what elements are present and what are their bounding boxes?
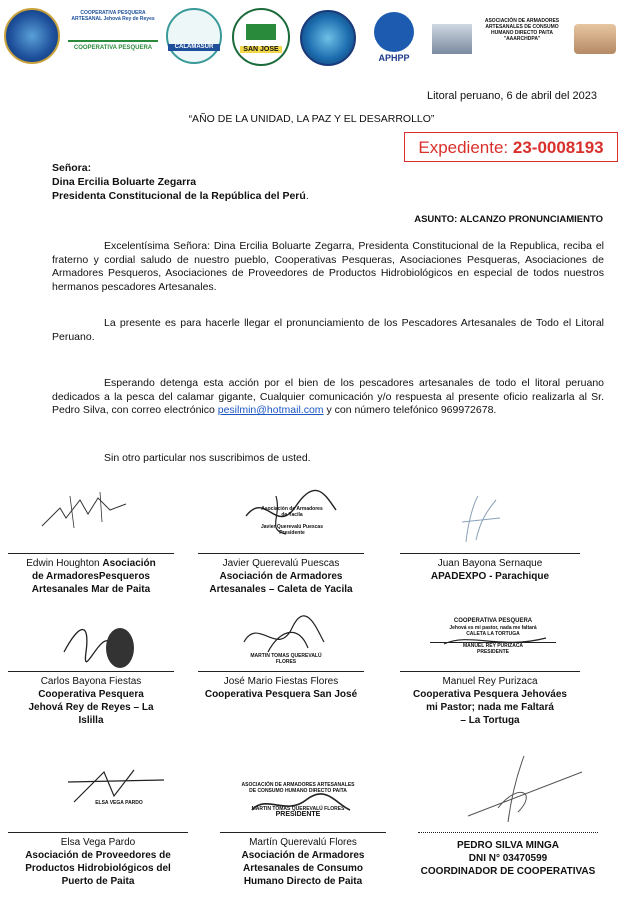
paragraph-1: Excelentísima Señora: Dina Ercilia Boluarte Zegarra, Presidenta Constitucional de la Republica, reciba el fraterno y cordial saludo de nuestro pueblo, Cooperativas Pesqueras, Asociaciones Pesqueras, Asociaciones de Armadores Pesqueros, Asociaciones de Proveedores de Productos Hidrobiológicos en especial de todos nuestros hermanos pescadores Artesanales. [52,240,604,293]
signatory-9: PEDRO SILVA MINGA DNI N° 03470599 COORDINADOR DE COOPERATIVAS [418,832,598,878]
signatory-8: Martín Querevalú Flores Asociación de Armadores Artesanales de Consumo Humano Directo de Paita [220,832,386,888]
signature-4 [60,612,140,672]
signatory-1: Edwin Houghton Asociación de ArmadoresPesqueros Artesanales Mar de Paita [8,553,174,596]
signature-9 [458,752,588,828]
stamp-5: MARTIN TOMAS QUEREVALÚ FLORES [250,653,322,665]
logo-bar [0,6,623,70]
stamp-8: ASOCIACIÓN DE ARMADORES ARTESANALES DE CONSUMO HUMANO DIRECTO PAITA MARTIN TOMAS QUEREVALÚ FLORES PRESIDENTE [241,782,355,818]
expediente-number: 23-0008193 [512,138,604,157]
closing-line: Sin otro particular nos suscribimos de usted. [104,452,311,464]
subject-line: ASUNTO: ALCANZO PRONUNCIAMIENTO [414,214,603,225]
signatory-4: Carlos Bayona Fiestas Cooperativa Pesquera Jehová Rey de Reyes – La Islilla [8,671,174,727]
logo-cooperativa-1: COOPERATIVA PESQUERA ARTESANAL Jehová Rey de Reyes [71,10,155,22]
addressee: Señora: Dina Ercilia Boluarte Zegarra Presidenta Constitucional de la República del Perú. [52,162,309,202]
signatory-5: José Mario Fiestas Flores Cooperativa Pesquera San José [198,671,364,701]
logo-apphpp: APHPP [366,12,422,68]
logo-globe [300,10,356,66]
signature-6 [440,628,550,652]
logo-1 [4,8,60,64]
paragraph-3: Esperando detenga esta acción por el bien de los pescadores artesanales de todo el litoral peruano dedicados a la pesca del calamar gigante, Cualquier comunicación y/o respuesta al presente oficio realizarla al Sr. Pedro Silva, con correo electrónico pesilmin@hotmail.com y con número telefónico 969972678. [52,377,604,416]
signature-1 [40,488,130,532]
paragraph-2: La presente es para hacerle llegar el pronunciamiento de los Pescadores Artesanales de Todo el Litoral Peruano. [52,317,604,343]
logo-asociacion: ASOCIACIÓN DE ARMADORES ARTESANALES DE CONSUMO HUMANO DIRECTO PAITA "AAARCHDPA" [432,16,618,66]
year-motto: “AÑO DE LA UNIDAD, LA PAZ Y EL DESARROLLO” [188,113,435,125]
signature-7 [64,762,174,818]
logo-calamasur: CALAMASUR [166,8,222,64]
signature-8 [246,790,356,820]
stamp-2: Asociación de Armadores de Yacila Javier Querevalú Puescas Presidente [261,506,323,536]
signature-3 [456,492,506,544]
stamp-6: COOPERATIVA PESQUERA Jehová es mi pastor, nada me faltará CALETA LA TORTUGA MANUEL REY PURIZACA PRESIDENTE [430,618,556,656]
letter-date: Litoral peruano, 6 de abril del 2023 [426,90,597,102]
expediente-box: Expediente: 23-0008193 [404,132,618,162]
signatory-3: Juan Bayona Sernaque APADEXPO - Parachique [400,553,580,583]
signatory-2: Javier Querevalú Puescas Asociación de Armadores Artesanales – Caleta de Yacila [198,553,364,596]
logo-san-jose: SAN JOSE [232,8,290,66]
logo-cooperativa-2: COOPERATIVA PESQUERA [68,40,158,64]
email-link[interactable]: pesilmin@hotmail.com [217,404,324,416]
stamp-7: ELSA VEGA PARDO [95,800,143,806]
signatory-7: Elsa Vega Pardo Asociación de Proveedores de Productos Hidrobiológicos del Puerto de Paita [8,832,188,888]
signatory-6: Manuel Rey Purizaca Cooperativa Pesquera Jehováes mi Pastor; nada me Faltará – La Tortuga [400,671,580,727]
